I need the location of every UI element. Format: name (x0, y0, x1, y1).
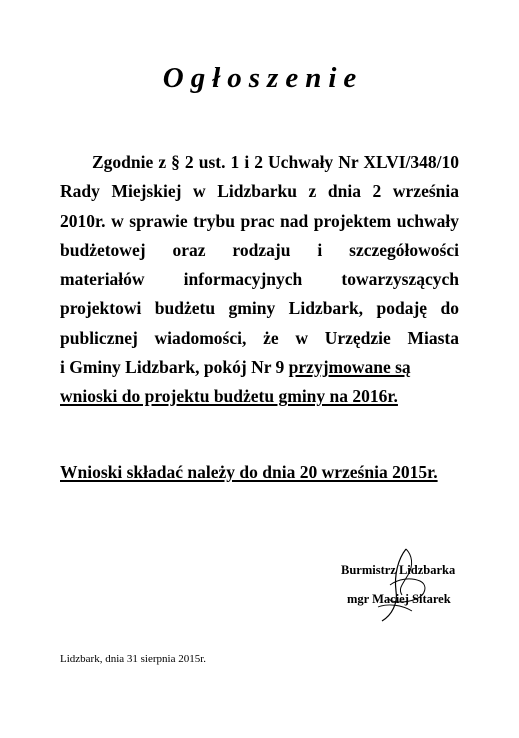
page-title: Ogłoszenie (162, 62, 364, 94)
body-line: materiałów informacyjnych towarzyszących (60, 269, 459, 290)
body-line: publicznej wiadomości, że w Urzędzie Miasta (60, 327, 459, 348)
body-line (60, 353, 459, 382)
body-line: Zgodnie z § 2 ust. 1 i 2 Uchwały Nr XLVI/348/10 (92, 152, 459, 172)
body-line: 2010r. w sprawie trybu prac nad projektem uchwały (60, 210, 459, 231)
body-line: projektowi budżetu gminy Lidzbark, podaję do (60, 298, 459, 319)
date-line: Lidzbark, dnia 31 sierpnia 2015r. (60, 653, 207, 665)
deadline-notice: Wnioski składać należy do dnia 20 września 2015r. (60, 462, 438, 482)
handwritten-signature (368, 545, 438, 623)
signatory-name: mgr Maciej Sitarek (347, 592, 451, 606)
body-line: Rady Miejskiej w Lidzbarku z dnia 2 września (60, 181, 459, 202)
underlined-text: wnioski do projektu budżetu gminy na 2016r. (60, 386, 398, 407)
body-line: budżetowej oraz rodzaju i szczegółowości (60, 239, 459, 260)
underlined-text: przyjmowane są (288, 357, 411, 378)
announcement-body (60, 148, 459, 412)
signatory-title: Burmistrz Lidzbarka (341, 563, 456, 577)
body-line-text: i Gminy Lidzbark, pokój Nr 9 (60, 357, 289, 378)
body-line (60, 382, 459, 411)
